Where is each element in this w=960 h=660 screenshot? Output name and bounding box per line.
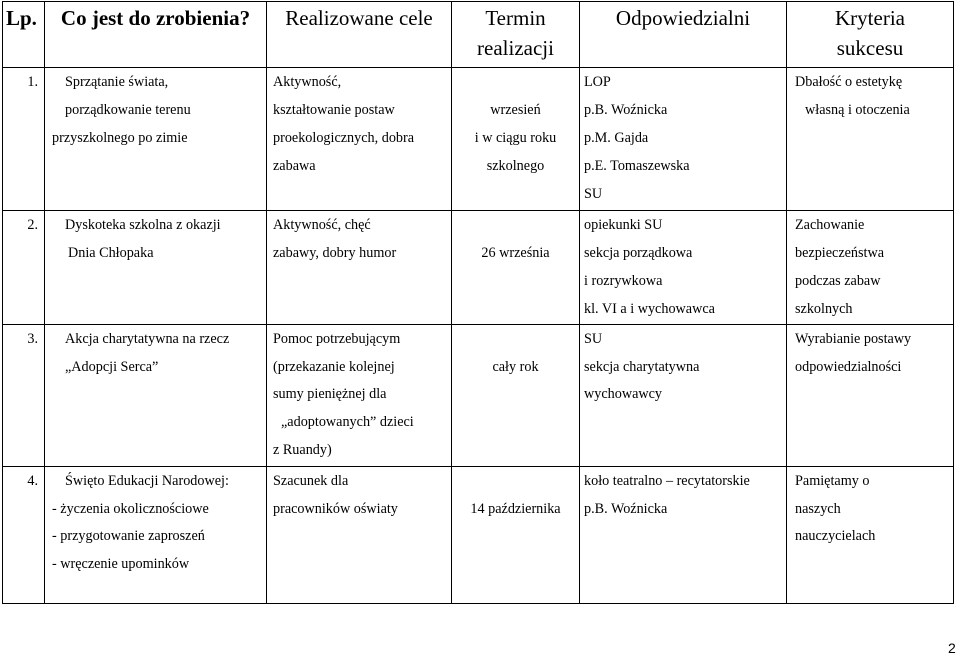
- goals-cell: Pomoc potrzebującym (przekazanie kolejnej sumy pieniężnej dla „adoptowanych” dzieci z Ruandy): [267, 324, 452, 466]
- criteria-cell: Dbałość o estetykę własną i otoczenia: [787, 68, 954, 211]
- header-term: Termin realizacji: [452, 2, 580, 68]
- task-cell: Akcja charytatywna na rzecz „Adopcji Serca”: [45, 324, 267, 466]
- table-row: [3, 68, 954, 211]
- header-goals: Realizowane cele: [267, 2, 452, 68]
- criteria-cell: Wyrabianie postawy odpowiedzialności: [787, 324, 954, 466]
- task-cell: Dyskoteka szkolna z okazji Dnia Chłopaka: [45, 211, 267, 325]
- row-number: 2.: [3, 211, 45, 325]
- responsible-cell: LOP p.B. Woźnicka p.M. Gajda p.E. Tomaszewska SU: [580, 68, 787, 211]
- goals-cell: Aktywność, chęć zabawy, dobry humor: [267, 211, 452, 325]
- header-row: [3, 2, 954, 68]
- header-responsible: Odpowiedzialni: [580, 2, 787, 68]
- term-cell: 26 września: [452, 211, 580, 325]
- criteria-cell: Zachowanie bezpieczeństwa podczas zabaw szkolnych: [787, 211, 954, 325]
- goals-cell: Aktywność, kształtowanie postaw proekologicznych, dobra zabawa: [267, 68, 452, 211]
- responsible-cell: koło teatralno – recytatorskie p.B. Woźnicka: [580, 466, 787, 603]
- task-cell: Sprzątanie świata, porządkowanie terenu przyszkolnego po zimie: [45, 68, 267, 211]
- row-number: 3.: [3, 324, 45, 466]
- row-number: 4.: [3, 466, 45, 603]
- table-row: [3, 466, 954, 603]
- plan-table: [2, 1, 954, 604]
- header-criteria: Kryteria sukcesu: [787, 2, 954, 68]
- header-lp: Lp.: [3, 2, 45, 68]
- term-cell: cały rok: [452, 324, 580, 466]
- table-row: [3, 211, 954, 325]
- responsible-cell: SU sekcja charytatywna wychowawcy: [580, 324, 787, 466]
- header-todo: Co jest do zrobienia?: [45, 2, 267, 68]
- term-cell: 14 października: [452, 466, 580, 603]
- criteria-cell: Pamiętamy o naszych nauczycielach: [787, 466, 954, 603]
- goals-cell: Szacunek dla pracowników oświaty: [267, 466, 452, 603]
- row-number: 1.: [3, 68, 45, 211]
- page-number: 2: [948, 640, 956, 656]
- term-cell: wrzesień i w ciągu roku szkolnego: [452, 68, 580, 211]
- responsible-cell: opiekunki SU sekcja porządkowa i rozrywkowa kl. VI a i wychowawca: [580, 211, 787, 325]
- task-cell: Święto Edukacji Narodowej: - życzenia okolicznościowe - przygotowanie zaproszeń - wręczenie upominków: [45, 466, 267, 603]
- table-row: [3, 324, 954, 466]
